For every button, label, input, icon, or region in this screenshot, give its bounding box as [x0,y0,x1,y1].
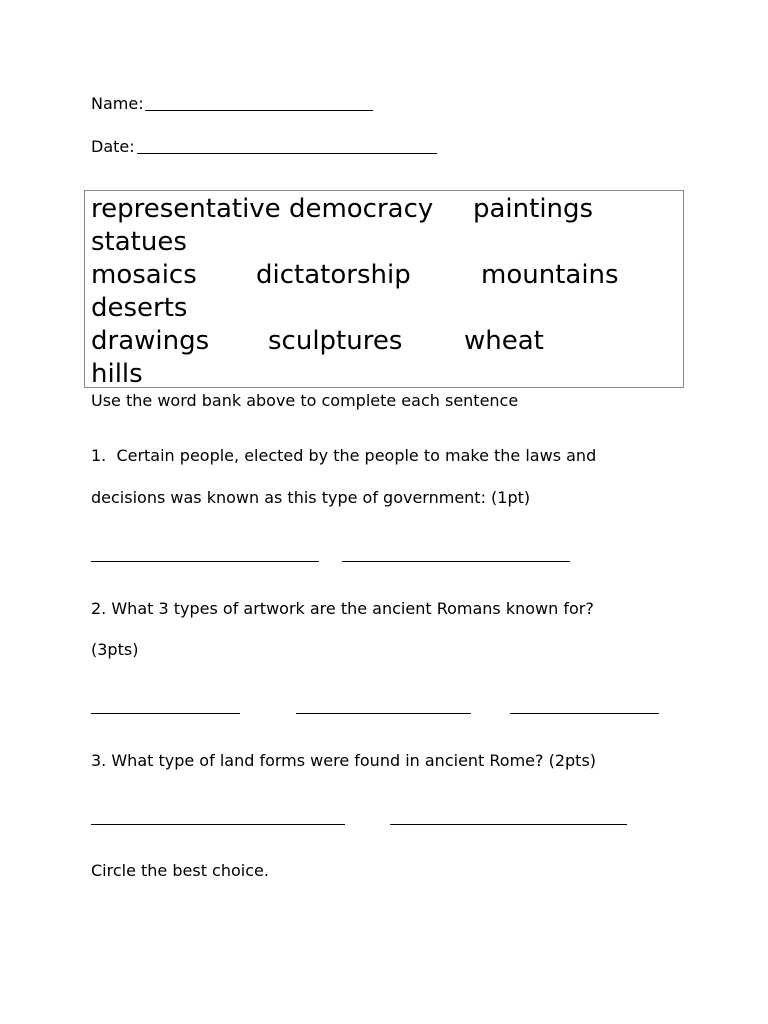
name-label: Name: [91,94,144,113]
answer-2a-field[interactable] [91,713,240,714]
answer-3b-field[interactable] [390,824,627,825]
answer-2b-field[interactable] [296,713,471,714]
question-1-text-continued: decisions was known as this type of government: (1pt) [91,488,531,507]
question-2-text: 2. What 3 types of artwork are the ancient Romans known for? [91,599,594,618]
word-bank-term: drawings [91,326,210,356]
name-field[interactable] [145,110,373,111]
answer-3a-field[interactable] [91,824,345,825]
circle-instruction: Circle the best choice. [91,861,269,880]
word-bank-term: mosaics [91,260,197,290]
word-bank-term: hills [91,359,143,389]
answer-2c-field[interactable] [510,713,659,714]
date-field[interactable] [137,153,437,154]
word-bank-term: deserts [91,293,188,323]
question-2-points: (3pts) [91,640,139,659]
word-bank-term: statues [91,227,187,257]
date-label: Date: [91,137,135,156]
word-bank [84,190,684,388]
question-3-text: 3. What type of land forms were found in ancient Rome? (2pts) [91,751,597,770]
word-bank-term: dictatorship [256,260,411,290]
word-bank-term: wheat [464,326,544,356]
word-bank-term: sculptures [268,326,403,356]
answer-1b-field[interactable] [342,561,570,562]
word-bank-term: mountains [481,260,619,290]
word-bank-term: paintings [473,194,594,224]
instructions: Use the word bank above to complete each sentence [91,391,519,410]
question-1-text: 1. Certain people, elected by the people to make the laws and [91,446,597,465]
word-bank-term: representative democracy [91,194,434,224]
answer-1a-field[interactable] [91,561,319,562]
